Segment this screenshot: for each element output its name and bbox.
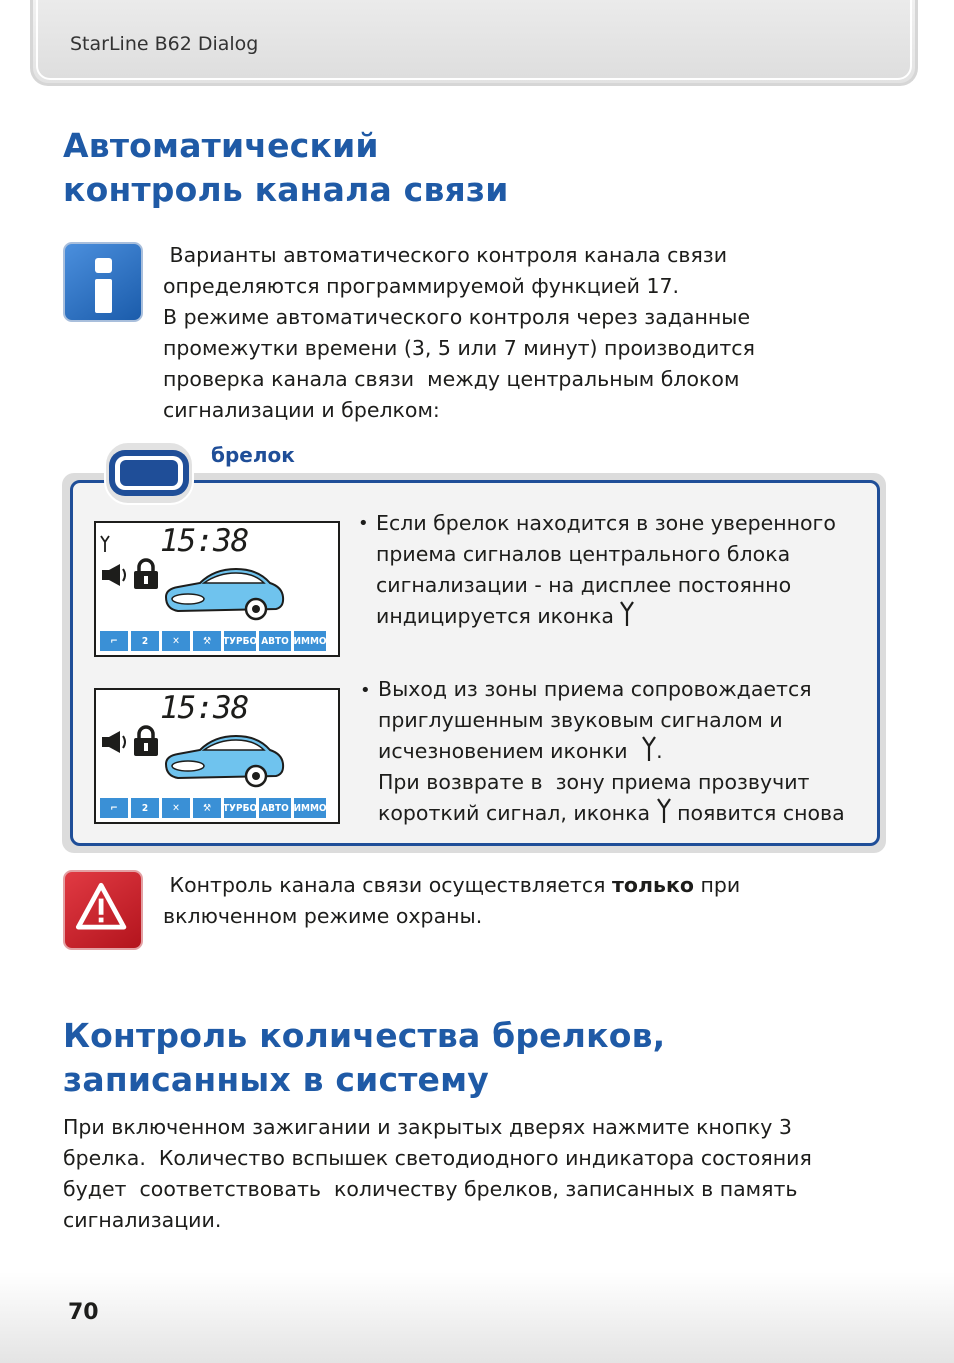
info-line: промежутки времени (3, 5 или 7 минут) производится: [163, 336, 755, 360]
bullet-line: При возврате в зону приема прозвучит: [378, 770, 810, 794]
fan-icon: ✕: [162, 798, 190, 818]
fob-label: брелок: [211, 443, 295, 467]
siren-icon: [100, 728, 128, 756]
footer-band: [0, 1272, 954, 1363]
body-line: брелка. Количество вспышек светодиодного индикатора состояния: [63, 1146, 812, 1170]
warning-paragraph: [163, 870, 740, 932]
bullet-line: приглушенным звуковым сигналом и: [378, 708, 783, 732]
bullet-line: приема сигналов центрального блока: [376, 542, 791, 566]
section-heading-auto-control: [63, 124, 509, 212]
turbo-indicator: ТУРБО: [224, 798, 256, 818]
info-line: В режиме автоматического контроля через заданные: [163, 305, 751, 329]
info-line: определяются программируемой функцией 17.: [163, 274, 680, 298]
car-icon: [162, 728, 288, 790]
bullet-line: исчезновением иконки .: [378, 736, 845, 767]
warning-line: включенном режиме охраны.: [163, 904, 483, 928]
body-line: будет соответствовать количеству брелков, записанных в память: [63, 1177, 798, 1201]
info-line: проверка канала связи между центральным блоком: [163, 367, 740, 391]
info-icon: [63, 242, 143, 322]
antenna-icon: [657, 798, 671, 824]
bullet-out-of-range: [378, 674, 845, 829]
info-line: сигнализации и брелком:: [163, 398, 440, 422]
wrench-icon: ⚒: [193, 631, 221, 651]
info-paragraph: [163, 240, 755, 426]
fan-icon: ✕: [162, 631, 190, 651]
auto-indicator: АВТО: [259, 631, 291, 651]
immo-indicator: ИММО: [294, 798, 326, 818]
heading-line-1: Контроль количества брелков,: [63, 1016, 666, 1055]
heading-line-1: Автоматический: [63, 126, 379, 165]
immo-indicator: ИММО: [294, 631, 326, 651]
bullet-line: сигнализации - на дисплее постоянно: [376, 573, 792, 597]
document-title: StarLine B62 Dialog: [70, 33, 259, 55]
bullet-marker: •: [360, 680, 371, 701]
body-line: При включенном зажигании и закрытых дверях нажмите кнопку 3: [63, 1115, 792, 1139]
fob-count-paragraph: [63, 1112, 812, 1236]
display-time: 15:38: [160, 690, 249, 726]
door-icon: 2: [131, 631, 159, 651]
display-icon-bar: [100, 631, 326, 651]
lock-icon: [132, 557, 160, 591]
emphasis-only: только: [612, 873, 694, 897]
body-line: сигнализации.: [63, 1208, 222, 1232]
door-icon: 2: [131, 798, 159, 818]
bullet-line: Если брелок находится в зоне уверенного: [376, 511, 836, 535]
bullet-marker: •: [358, 513, 369, 534]
antenna-icon: [642, 736, 656, 762]
turbo-indicator: ТУРБО: [224, 631, 256, 651]
lock-icon: [132, 724, 160, 758]
heading-line-2: контроль канала связи: [63, 170, 509, 209]
bullet-in-range: [376, 508, 836, 632]
key-fob-icon: [107, 446, 191, 500]
info-line: Варианты автоматического контроля канала связи: [163, 243, 728, 267]
fob-display-without-antenna: [94, 688, 340, 824]
bullet-line: Выход из зоны приема сопровождается: [378, 677, 812, 701]
warning-line: Контроль канала связи осуществляется только при: [163, 873, 741, 897]
antenna-icon: [620, 601, 634, 627]
warning-icon: [63, 870, 143, 950]
bullet-line: короткий сигнал, иконка появится снова: [378, 798, 845, 829]
period: .: [656, 739, 663, 763]
page-number: 70: [68, 1300, 99, 1325]
pistol-icon: ⌐: [100, 798, 128, 818]
siren-icon: [100, 561, 128, 589]
auto-indicator: АВТО: [259, 798, 291, 818]
car-icon: [162, 561, 288, 623]
pistol-icon: ⌐: [100, 631, 128, 651]
bullet-line: индицируется иконка: [376, 601, 836, 632]
wrench-icon: ⚒: [193, 798, 221, 818]
fob-display-with-antenna: [94, 521, 340, 657]
heading-line-2: записанных в систему: [63, 1060, 490, 1099]
antenna-icon: [100, 535, 110, 553]
display-time: 15:38: [160, 523, 249, 559]
section-heading-fob-count: [63, 1014, 665, 1102]
display-icon-bar: [100, 798, 326, 818]
